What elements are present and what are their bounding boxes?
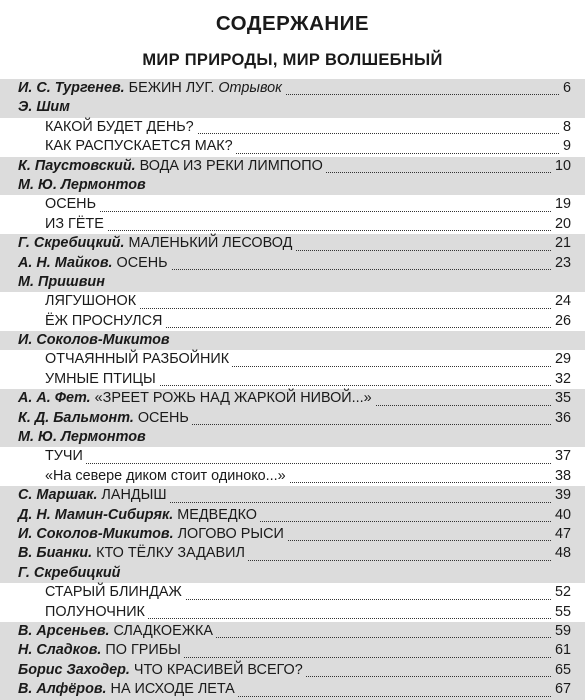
toc-entry-text [18,79,285,98]
page-number: 20 [552,215,571,234]
toc-entry-text [45,467,289,486]
page-number: 35 [552,389,571,408]
toc-entry [0,409,585,428]
page-number: 23 [552,254,571,273]
page-number: 32 [552,370,571,389]
toc-entry [0,331,585,350]
toc-entry [0,447,585,466]
toc-work-title: ВОДА ИЗ РЕКИ ЛИМПОПО [135,157,323,174]
toc-entry-text [18,157,326,176]
toc-work-title: ЧТО КРАСИВЕЙ ВСЕГО? [129,661,303,678]
toc-entry-text [45,137,236,156]
toc-work-title: ЁЖ ПРОСНУЛСЯ [45,312,163,329]
toc-entry [0,680,585,699]
toc-work-title: ПО ГРИБЫ [101,642,181,659]
toc-author: Г. Скребицкий. [18,235,125,252]
toc-entry-text [45,118,197,137]
toc-entry [0,564,585,583]
toc-author: В. Алфёров. [18,681,107,698]
toc-entry [0,98,585,117]
page-number: 29 [552,350,571,369]
toc-author: Н. Сладков. [18,642,102,659]
toc-entry-text [45,195,99,214]
toc-entry-text [45,603,148,622]
toc-entry [0,118,585,137]
toc-entry-text [18,544,248,563]
toc-entry [0,157,585,176]
toc-entry [0,544,585,563]
toc-entry-text [18,428,149,447]
page-number: 65 [552,661,571,680]
page-number: 61 [552,641,571,660]
toc-entry-text [18,409,192,428]
toc-author: В. Арсеньев. [18,622,110,639]
toc-entry [0,234,585,253]
toc-work-title: УМНЫЕ ПТИЦЫ [45,370,156,387]
toc-author: Э. Шим [18,99,70,116]
toc-author: К. Д. Бальмонт. [18,409,134,426]
toc-entry [0,176,585,195]
page-number: 48 [552,544,571,563]
toc-entry [0,486,585,505]
toc-entry-text [18,506,260,525]
page-number: 55 [552,603,571,622]
toc-entry [0,254,585,273]
toc-entry [0,603,585,622]
page-number: 38 [552,467,571,486]
toc-entry-text [45,350,232,369]
page-number: 10 [552,157,571,176]
toc-author: М. Ю. Лермонтов [18,429,146,446]
toc-entry [0,350,585,369]
toc-entry-text [45,312,165,331]
toc-work-title: НА ИСХОДЕ ЛЕТА [106,681,235,698]
toc-entry [0,389,585,408]
toc-entry [0,583,585,602]
toc-entry-text [18,564,123,583]
dot-leader [45,463,561,464]
page-number: 6 [560,79,571,98]
toc-entry-text [45,215,107,234]
toc-work-title: ЛОГОВО РЫСИ [173,525,284,542]
toc-work-title: ОСЕНЬ [112,254,168,271]
toc-work-title: ТУЧИ [45,448,83,465]
toc-work-title: ПОЛУНОЧНИК [45,603,145,620]
toc-list [0,79,585,700]
toc-work-title: БЕЖИН ЛУГ. [124,80,215,96]
toc-entry-text [18,254,171,273]
section-heading: МИР ПРИРОДЫ, МИР ВОЛШЕБНЫЙ [142,51,443,69]
toc-entry [0,195,585,214]
toc-author: С. Маршак. [18,487,98,504]
toc-entry-text [45,583,185,602]
toc-entry [0,661,585,680]
toc-entry [0,506,585,525]
page-number: 36 [552,409,571,428]
toc-note: Отрывок [214,80,282,96]
toc-author: И. С. Тургенев. [18,80,125,96]
toc-entry [0,370,585,389]
page-number: 47 [552,525,571,544]
toc-work-title: ОСЕНЬ [45,196,97,213]
toc-work-title: СЛАДКОЕЖКА [109,622,213,639]
toc-work-title: ОТЧАЯННЫЙ РАЗБОЙНИК [45,351,230,368]
toc-entry [0,215,585,234]
toc-entry-text [18,234,295,253]
toc-entry-text [18,622,216,641]
toc-author: Д. Н. Мамин-Сибиряк. [18,506,174,523]
toc-entry [0,641,585,660]
toc-entry-text [18,641,184,660]
toc-entry [0,467,585,486]
toc-entry [0,428,585,447]
toc-entry-text [18,331,173,350]
page-number: 40 [552,506,571,525]
toc-work-title: КАК РАСПУСКАЕТСЯ МАК? [45,138,233,155]
toc-author: К. Паустовский. [18,157,136,174]
toc-entry-text [45,370,159,389]
toc-work-title: «На севере диком стоит одиноко...» [45,467,286,484]
toc-entry-text [18,273,108,292]
toc-author: Г. Скребицкий [18,564,121,581]
page-number: 9 [560,137,571,156]
page-number: 67 [552,680,571,699]
page-number: 39 [552,486,571,505]
toc-work-title: КТО ТЁЛКУ ЗАДАВИЛ [92,545,245,562]
page-number: 8 [560,118,571,137]
toc-author: И. Соколов-Микитов. [18,525,174,542]
toc-work-title: ЛЯГУШОНОК [45,293,137,310]
page-number: 26 [552,312,571,331]
toc-entry-text [18,661,306,680]
dot-leader [45,230,561,231]
toc-entry [0,292,585,311]
toc-author: М. Пришвин [18,273,105,290]
page-number: 19 [552,195,571,214]
toc-entry [0,79,585,98]
toc-entry-text [18,680,238,699]
page-title: СОДЕРЖАНИЕ [215,12,370,35]
toc-entry-text [18,525,287,544]
toc-author: А. Н. Майков. [18,254,113,271]
toc-work-title: «ЗРЕЕТ РОЖЬ НАД ЖАРКОЙ НИВОЙ...» [90,390,372,407]
toc-author: И. Соколов-Микитов [18,332,170,349]
toc-author: М. Ю. Лермонтов [18,176,146,193]
toc-work-title: ИЗ ГЁТЕ [45,215,104,232]
toc-work-title: МЕДВЕДКО [173,506,258,523]
toc-entry-text [45,447,86,466]
toc-entry [0,525,585,544]
toc-work-title: КАКОЙ БУДЕТ ДЕНЬ? [45,118,194,135]
toc-author: В. Бианки. [18,545,93,562]
toc-work-title: МАЛЕНЬКИЙ ЛЕСОВОД [124,235,293,252]
page-number: 37 [552,447,571,466]
toc-work-title: ОСЕНЬ [133,409,189,426]
toc-entry [0,312,585,331]
toc-entry-text [18,486,170,505]
page-number: 52 [552,583,571,602]
toc-work-title: СТАРЫЙ БЛИНДАЖ [45,584,182,601]
toc-author: Борис Заходер. [18,661,130,678]
toc-entry-text [18,98,73,117]
toc-entry [0,622,585,641]
toc-entry [0,273,585,292]
toc-author: А. А. Фет. [18,390,91,407]
toc-entry-text [18,176,149,195]
page-number: 59 [552,622,571,641]
dot-leader [45,211,561,212]
toc-entry-text [45,292,139,311]
page-number: 24 [552,292,571,311]
toc-work-title: ЛАНДЫШ [97,487,167,504]
toc-entry [0,137,585,156]
page-number: 21 [552,234,571,253]
toc-entry-text [18,389,375,408]
